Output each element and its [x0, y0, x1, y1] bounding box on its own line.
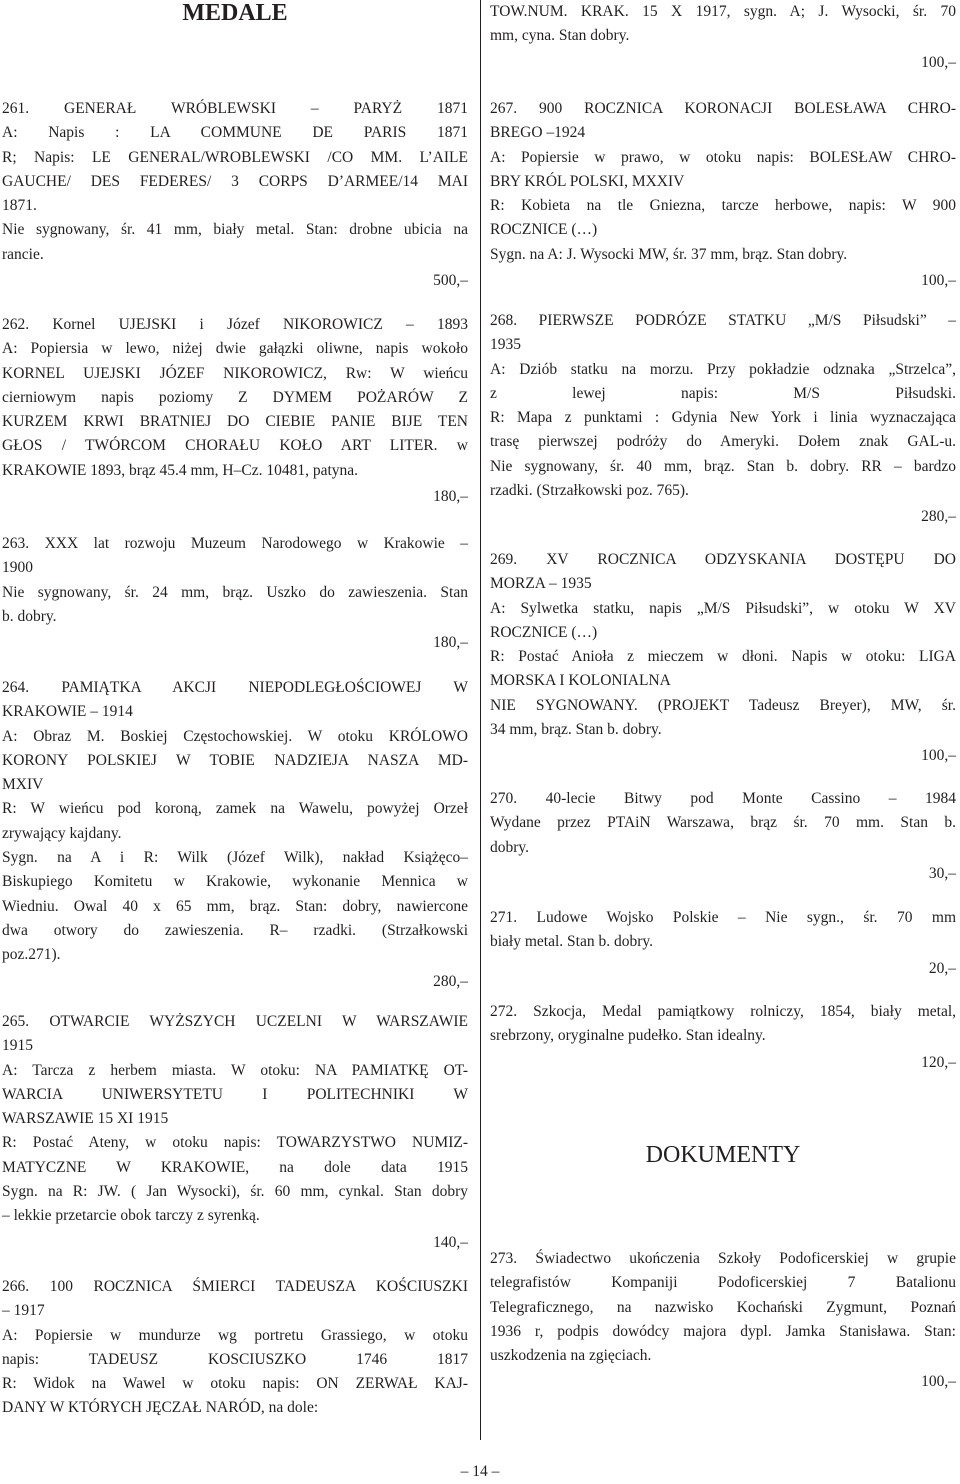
- entry-text-line: KRAKOWIE 1893, brąz 45.4 mm, H–Cz. 10481, patyna.: [2, 461, 359, 479]
- entry-text-line: BRY KRÓL POLSKI, MXXIV: [490, 172, 685, 190]
- entry-text-line: A: Sylwetka statku, napis „M/S Piłsudski”, w otoku W XV: [490, 599, 956, 617]
- entry-text-line: – 1917: [2, 1302, 45, 1320]
- entry-text-line: KORNEL UJEJSKI JÓZEF NIKOROWICZ, Rw: W wieńcu: [2, 364, 468, 382]
- entry-text-line: A: Obraz M. Boskiej Częstochowskiej. W otoku KRÓLOWO: [2, 727, 468, 745]
- entry-text-line: 272. Szkocja, Medal pamiątkowy rolniczy, 1854, biały metal,: [490, 1003, 956, 1020]
- entry-text-line: GAUCHE/ DES FEDERES/ 3 CORPS D’ARMEE/14 MAI: [2, 172, 468, 190]
- catalog-entry: [490, 1000, 956, 1075]
- entry-text-line: A: Napis : LA COMMUNE DE PARIS 1871: [2, 124, 468, 142]
- catalog-entry: [490, 1247, 956, 1395]
- entry-text-line: z lewej napis: M/S Piłsudski.: [490, 384, 956, 402]
- page-number: – 14 –: [460, 1463, 500, 1480]
- entry-price: 180,–: [433, 634, 468, 652]
- entry-text-line: telegrafistów Kompaniji Podoficerskiej 7 Batalionu: [490, 1274, 956, 1292]
- entry-text-line: dobry.: [490, 838, 530, 856]
- entry-text-line: 266. 100 ROCZNICA ŚMIERCI TADEUSZA KOŚCIUSZKI: [2, 1278, 468, 1295]
- entry-price: 100,–: [921, 747, 956, 765]
- entry-text-line: MATYCZNE W KRAKOWIE, na dole data 1915: [2, 1158, 468, 1176]
- entry-text-line: GŁOS / TWÓRCOM CHORAŁU KOŁO ART LITER. w: [2, 437, 468, 455]
- entry-price: 280,–: [921, 508, 956, 526]
- entry-text-line: Sygn. na R: JW. ( Jan Wysocki), śr. 60 mm, cynkal. Stan dobry: [2, 1183, 468, 1201]
- entry-text-line: – lekkie przetarcie obok tarczy z syrenką.: [2, 1207, 260, 1225]
- entry-price: 100,–: [921, 272, 956, 290]
- entry-price: 280,–: [433, 972, 468, 990]
- entry-text-line: rancie.: [2, 245, 44, 263]
- entry-text-line: R: Mapa z punktami : Gdynia New York i linia wyznaczająca: [490, 409, 956, 427]
- entry-text-line: MORSKA I KOLONIALNA: [490, 672, 671, 690]
- entry-price: 500,–: [433, 272, 468, 290]
- section-heading-medale: MEDALE: [182, 0, 288, 26]
- entry-text-line: Wiedniu. Owal 40 x 65 mm, brąz. Stan: dobry, nawiercone: [2, 897, 468, 915]
- entry-text-line: MORZA – 1935: [490, 575, 592, 593]
- entry-text-line: 1935: [490, 336, 521, 354]
- entry-text-line: 267. 900 ROCZNICA KORONACJI BOLESŁAWA CHRO-: [490, 100, 956, 117]
- entry-text-line: BREGO –1924: [490, 124, 586, 142]
- entry-text-line: DANY W KTÓRYCH JĘCZAŁ NARÓD, na dole:: [2, 1399, 319, 1417]
- entry-text-line: R: Postać Ateny, w otoku napis: TOWARZYSTWO NUMIZ-: [2, 1134, 468, 1152]
- entry-price: 100,–: [921, 53, 956, 71]
- entry-text-line: 261. GENERAŁ WRÓBLEWSKI – PARYŻ 1871: [2, 100, 468, 117]
- entry-text-line: A: Popiersia w lewo, niżej dwie gałązki oliwne, napis wokoło: [2, 340, 468, 358]
- entry-text-line: 273. Świadectwo ukończenia Szkoły Podoficerskiej w grupie: [490, 1250, 956, 1267]
- entry-text-line: dwa otwory do zawieszenia. R– rzadki. (Strzałkowski: [2, 921, 468, 939]
- entry-text-line: KORONY POLSKIEJ W TOBIE NADZIEJA NASZA MD-: [2, 751, 468, 769]
- entry-text-line: A: Popiersie w mundurze wg portretu Grassiego, w otoku: [2, 1326, 468, 1344]
- entry-text-line: 270. 40-lecie Bitwy pod Monte Cassino – 1984: [490, 790, 956, 807]
- entry-text-line: 268. PIERWSZE PODRÓZE STATKU „M/S Piłsudski” –: [490, 312, 956, 329]
- catalog-entry: [2, 1275, 468, 1421]
- catalog-entry: [490, 548, 956, 769]
- entry-text-line: R: Widok na Wawel w otoku napis: ON ZERWAŁ KAJ-: [2, 1375, 468, 1393]
- entry-text-line: Telegraficznego, na nazwisko Kochański Zygmunt, Poznań: [490, 1298, 956, 1316]
- entry-text-line: Wydane przez PTAiN Warszawa, brąz śr. 70 mm. Stan b.: [490, 814, 956, 832]
- entry-text-line: 34 mm, brąz. Stan b. dobry.: [490, 721, 662, 739]
- entry-text-line: A: Tarcza z herbem miasta. W otoku: NA PAMIATKĘ OT-: [2, 1061, 468, 1079]
- entry-text-line: Sygn. na A i R: Wilk (Józef Wilk), nakład Książęco–: [2, 849, 468, 867]
- entry-price: 180,–: [433, 488, 468, 506]
- catalog-entry: [2, 97, 468, 293]
- entry-text-line: 263. XXX lat rozwoju Muzeum Narodowego w Krakowie –: [2, 535, 468, 552]
- entry-text-line: Sygn. na A: J. Wysocki MW, śr. 37 mm, brąz. Stan dobry.: [490, 245, 848, 263]
- entry-text-line: zrywający kajdany.: [2, 824, 122, 842]
- catalog-entry: [2, 532, 468, 655]
- section-heading-dokumenty: DOKUMENTY: [645, 1142, 801, 1168]
- entry-text-line: poz.271).: [2, 946, 61, 964]
- entry-text-line: 269. XV ROCZNICA ODZYSKANIA DOSTĘPU DO: [490, 551, 956, 568]
- catalog-entry: [490, 0, 956, 75]
- entry-text-line: ROCZNICE (…): [490, 623, 598, 641]
- entry-text-line: Biskupiego Komitetu w Krakowie, wykonanie Mennica w: [2, 873, 468, 891]
- entry-text-line: R: W wieńcu pod koroną, zamek na Wawelu, powyżej Orzeł: [2, 800, 468, 818]
- entry-text-line: KRAKOWIE – 1914: [2, 703, 133, 721]
- entry-text-line: napis: TADEUSZ KOSCIUSZKO 1746 1817: [2, 1350, 468, 1368]
- entry-text-line: 262. Kornel UJEJSKI i Józef NIKOROWICZ – 1893: [2, 316, 468, 333]
- entry-text-line: R: Postać Anioła z mieczem w dłoni. Napis w otoku: LIGA: [490, 648, 956, 666]
- entry-text-line: 1915: [2, 1037, 33, 1055]
- entry-text-line: 271. Ludowe Wojsko Polskie – Nie sygn., śr. 70 mm: [490, 909, 956, 926]
- entry-price: 120,–: [921, 1053, 956, 1071]
- entry-text-line: biały metal. Stan b. dobry.: [490, 933, 654, 951]
- catalog-entry: [490, 906, 956, 981]
- entry-text-line: 265. OTWARCIE WYŻSZYCH UCZELNI W WARSZAWIE: [2, 1013, 468, 1030]
- entry-text-line: R: Kobieta na tle Gniezna, tarcze herbowe, napis: W 900: [490, 197, 956, 215]
- entry-text-line: rzadki. (Strzałkowski poz. 765).: [490, 482, 689, 500]
- entry-text-line: NIE SYGNOWANY. (PROJEKT Tadeusz Breyer), MW, śr.: [490, 696, 956, 714]
- entry-price: 30,–: [928, 864, 956, 882]
- entry-text-line: WARSZAWIE 15 XI 1915: [2, 1110, 169, 1128]
- entry-text-line: WARCIA UNIWERSYTETU I POLITECHNIKI W: [2, 1085, 468, 1103]
- catalog-entry: [490, 309, 956, 530]
- entry-text-line: 1871.: [2, 197, 37, 215]
- catalog-entry: [490, 787, 956, 886]
- column-divider: [480, 0, 481, 1440]
- entry-price: 20,–: [928, 959, 956, 977]
- entry-text-line: Nie sygnowany, śr. 41 mm, biały metal. Stan: drobne ubicia na: [2, 221, 468, 239]
- entry-text-line: 264. PAMIĄTKA AKCJI NIEPODLEGŁOŚCIOWEJ W: [2, 679, 468, 696]
- catalog-entry: [2, 313, 468, 509]
- entry-text-line: 1936 r, podpis dowódcy majora dypl. Jamka Stanisława. Stan:: [490, 1322, 956, 1340]
- entry-text-line: A: Popiersie w prawo, w otoku napis: BOLESŁAW CHRO-: [490, 148, 956, 166]
- catalog-entry: [490, 97, 956, 293]
- entry-text-line: TOW.NUM. KRAK. 15 X 1917, sygn. A; J. Wysocki, śr. 70: [490, 3, 956, 20]
- entry-text-line: b. dobry.: [2, 607, 57, 625]
- entry-price: 100,–: [921, 1373, 956, 1391]
- catalog-entry: [2, 676, 468, 994]
- entry-text-line: srebrzony, oryginalne pudełko. Stan idealny.: [490, 1027, 766, 1045]
- entry-text-line: KURZEM KRWI BRATNIEJ DO CIEBIE PANIE BIJE TEN: [2, 413, 468, 431]
- entry-text-line: ROCZNICE (…): [490, 221, 598, 239]
- entry-text-line: trasę pierwszej podróży do Ameryki. Dołem znak GAL-u.: [490, 433, 956, 451]
- entry-text-line: cierniowym napis poziomy Z DYMEM POŻARÓW Z: [2, 388, 468, 406]
- entry-text-line: A: Dziób statku na morzu. Przy pokładzie odznaka „Strzelca”,: [490, 360, 956, 378]
- entry-text-line: Nie sygnowany, śr. 40 mm, brąz. Stan b. dobry. RR – bardzo: [490, 457, 956, 475]
- catalog-entry: [2, 1010, 468, 1255]
- entry-text-line: R; Napis: LE GENERAL/WROBLEWSKI /CO MM. L’AILE: [2, 148, 468, 166]
- entry-text-line: uszkodzenia na zgięciach.: [490, 1347, 652, 1365]
- entry-text-line: MXIV: [2, 776, 44, 794]
- entry-price: 140,–: [433, 1233, 468, 1251]
- entry-text-line: 1900: [2, 559, 33, 577]
- entry-text-line: mm, cyna. Stan dobry.: [490, 27, 630, 45]
- entry-text-line: Nie sygnowany, śr. 24 mm, brąz. Uszko do zawieszenia. Stan: [2, 583, 468, 601]
